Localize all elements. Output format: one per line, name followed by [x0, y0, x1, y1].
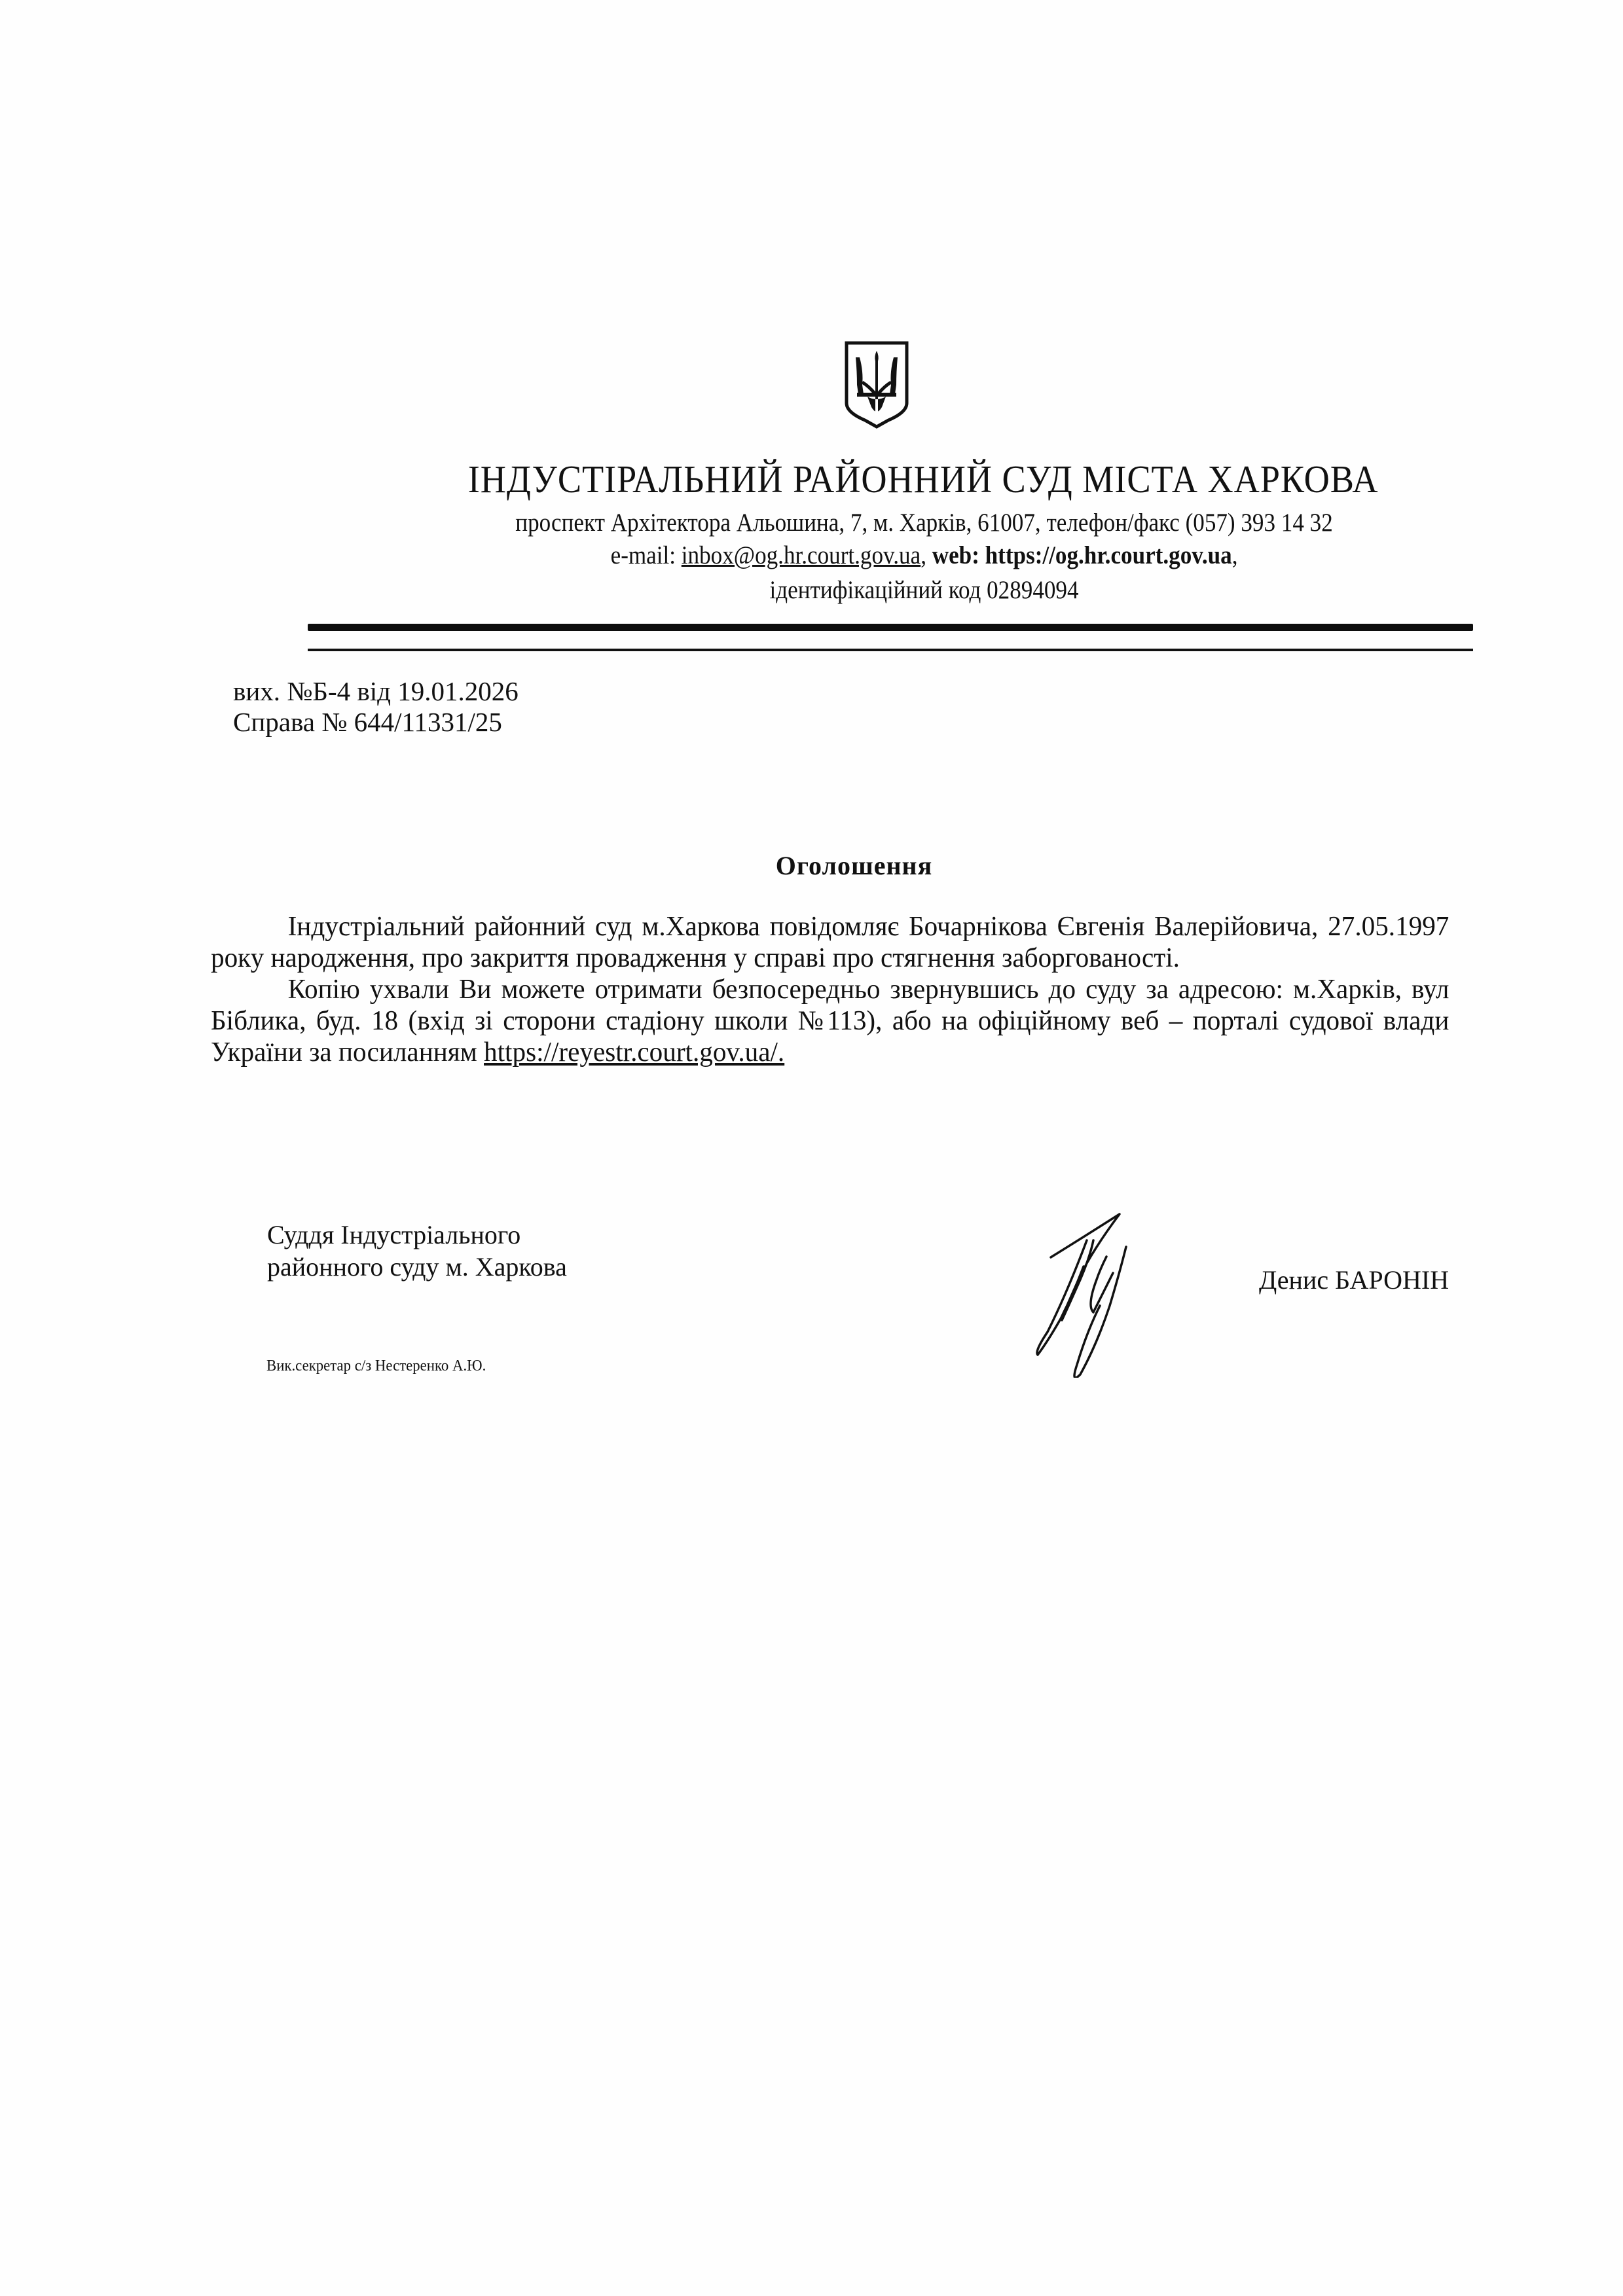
body-paragraph-2-text: Копію ухвали Ви можете отримати безпосередньо звернувшись до суду за адресою: м.Харків, вул Біблика, буд. 18 (вхід зі сторони стадіону школи №113), або на офіційному веб – порталі судової влади України за посиланням [211, 975, 1450, 1067]
court-name-heading: ІНДУСТІРАЛЬНИЙ РАЙОННИЙ СУД МІСТА ХАРКОВА [467, 457, 1379, 501]
judge-position [267, 1219, 567, 1283]
registry-link[interactable]: https://reyestr.court.gov.ua/. [484, 1037, 785, 1067]
secretary-line: Вик.секретар с/з Нестеренко А.Ю. [266, 1357, 486, 1374]
body-paragraph-2 [211, 974, 1449, 1068]
court-contacts [97, 543, 1558, 568]
web-label: web: [932, 541, 985, 569]
case-number: Справа № 644/11331/25 [233, 707, 502, 737]
contacts-separator: , [921, 541, 932, 569]
body-paragraph-1: Індустріальний районний суд м.Харкова повідомляє Бочарнікова Євгенія Валерійовича, 27.05.1997 року народження, про закриття провадження у справі про стягнення заборгованості. [211, 912, 1450, 973]
header-divider-thin [308, 649, 1473, 651]
identification-code: ідентифікаційний код 02894094 [769, 576, 1079, 604]
email-label: e-mail: [610, 541, 682, 569]
coat-of-arms-icon [843, 339, 911, 431]
judge-position-line-2: районного суду м. Харкова [267, 1252, 567, 1282]
outgoing-reference: вих. №Б-4 від 19.01.2026 [233, 676, 519, 706]
email-link[interactable]: inbox@og.hr.court.gov.ua [681, 541, 921, 569]
web-link[interactable]: https://og.hr.court.gov.ua [985, 541, 1232, 569]
court-address: проспект Архітектора Альошина, 7, м. Харків, 61007, телефон/факс (057) 393 14 32 [515, 509, 1333, 537]
announcement-body [211, 911, 1474, 1068]
header-divider-thick [308, 624, 1473, 631]
judge-name: Денис БАРОНІН [1259, 1265, 1450, 1295]
web-suffix: , [1231, 541, 1238, 569]
announcement-title: Оголошення [775, 851, 933, 880]
signature-icon [1021, 1201, 1165, 1378]
judge-position-line-1: Суддя Індустріального [267, 1220, 521, 1249]
